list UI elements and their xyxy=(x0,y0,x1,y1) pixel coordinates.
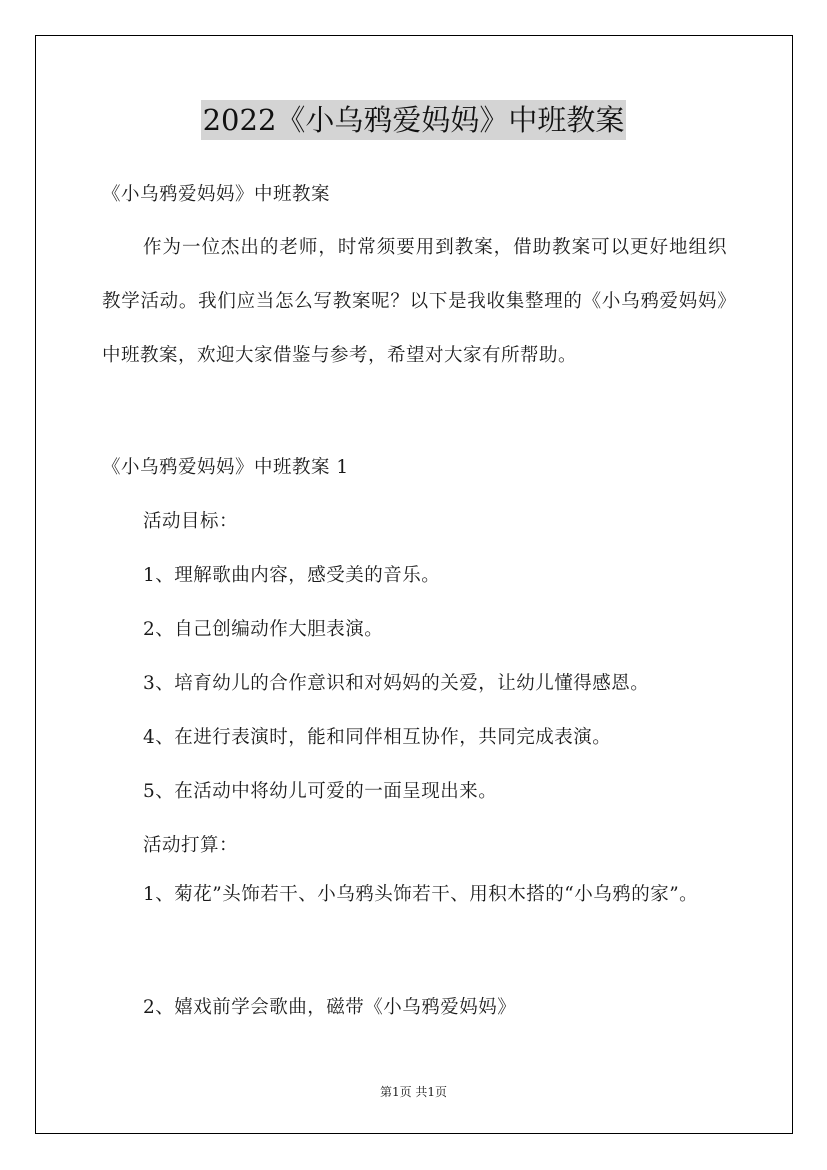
prep-item: 2、嬉戏前学会歌曲，磁带《小乌鸦爱妈妈》 xyxy=(143,997,517,1018)
goal-item: 5、在活动中将幼儿可爱的一面呈现出来。 xyxy=(143,781,498,802)
prep-item: 1、菊花”头饰若干、小乌鸦头饰若干、用积木搭的“小乌鸦的家”。 xyxy=(143,884,699,905)
document-subtitle: 《小乌鸦爱妈妈》中班教案 xyxy=(102,184,331,205)
prep-heading: 活动打算： xyxy=(143,835,239,856)
title-container xyxy=(0,100,827,140)
goal-item: 3、培育幼儿的合作意识和对妈妈的关爱，让幼儿懂得感恩。 xyxy=(143,673,650,694)
intro-paragraph: 作为一位杰出的老师，时常须要用到教案，借助教案可以更好地组织教学活动。我们应当怎么写教案呢？以下是我收集整理的《小乌鸦爱妈妈》中班教案，欢迎大家借鉴与参考，希望对大家有所帮助。 xyxy=(102,237,727,366)
goal-item: 4、在进行表演时，能和同伴相互协作，共同完成表演。 xyxy=(143,727,612,748)
goal-item: 1、理解歌曲内容，感受美的音乐。 xyxy=(143,565,441,586)
goals-heading: 活动目标： xyxy=(143,511,239,532)
page-footer: 第1页 共1页 xyxy=(379,1085,448,1099)
section-title: 《小乌鸦爱妈妈》中班教案 1 xyxy=(102,457,349,478)
goal-item: 2、自己创编动作大胆表演。 xyxy=(143,619,384,640)
document-title: 2022《小乌鸦爱妈妈》中班教案 xyxy=(201,100,627,140)
